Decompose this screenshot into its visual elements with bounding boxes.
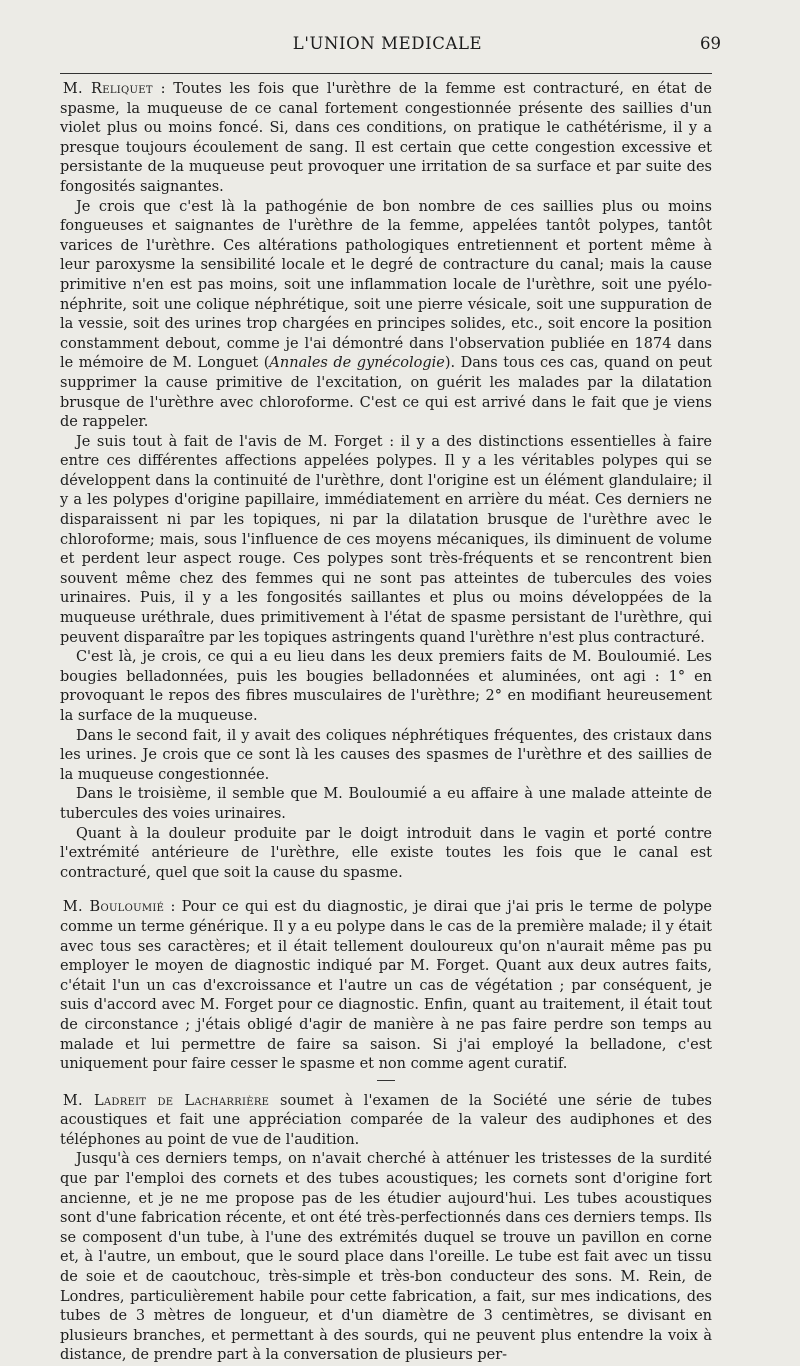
body-text [60, 80, 712, 1366]
running-title: L'UNION MEDICALE [292, 34, 483, 53]
paragraph-troisieme: Dans le troisième, il semble que M. Bouloumié a eu affaire à une malade atteinte de tubercules des voies urinaires. [60, 786, 712, 822]
page-number: 69 [700, 34, 721, 53]
speaker-name: M. Ladreit de Lacharrière [62, 1092, 270, 1109]
paragraph-second-fait: Dans le second fait, il y avait des coliques néphrétiques fréquentes, des cristaux dans les urines. Je crois que ce sont là les causes des spasmes de l'urèthre et des saillies de la muqueuse congestionnée. [60, 727, 712, 783]
paragraph-text: : Toutes les fois que l'urèthre de la femme est contracturé, en état de spasme, la muqueuse de ce canal fortement congestionnée présente des saillies d'un violet plus ou moins foncé. Si, dans ces conditions, on pratique le cathétérisme, il y a presque toujours écoulement de sang. Il est certain que cette congestion excessive et persistante de la muqueuse peut provoquer une irritation de sa surface et par suite des fongosités saignantes. [60, 81, 712, 195]
section-separator [377, 1080, 395, 1081]
paragraph-polypes: Je suis tout à fait de l'avis de M. Forget : il y a des distinctions essentielles à faire entre ces différentes affections appelées polypes. Il y a les véritables polypes qui se développent dans la continuité de l'urèthre, dont l'origine est un élément glandulaire; il y a les polypes d'origine papillaire, immédiatement en arrière du méat. Ces derniers ne disparaissent ni par les topiques, ni par la dilatation brusque de l'urèthre avec le chloroforme; mais, sous l'influence de ces moyens mécaniques, ils diminuent de volume et perdent leur aspect rouge. Ces polypes sont très-fréquents et se rencontrent bien souvent même chez des femmes qui ne sont pas atteintes de tubercules des voies urinaires. Puis, il y a les fongosités saillantes et plus ou moins développées de la muqueuse uréthrale, dues primitivement à l'état de spasme persistant de l'urèthre, qui peuvent disparaître par les topiques astringents quand l'urèthre n'est plus contracturé. [60, 433, 712, 646]
page-header [60, 34, 721, 58]
paragraph-text: soumet à l'examen de la Société une série de tubes acoustiques et fait une appréciation comparée de la valeur des audiphones et des téléphones au point de vue de l'audition. [60, 1092, 712, 1148]
paragraph-pathogenie [60, 198, 712, 433]
paragraph-text: Je crois que c'est là la pathogénie de bon nombre de ces saillies plus ou moins fongueuses et saignantes de l'urèthre de la femme, appelées tantôt polypes, tantôt varices de l'urèthre. Ces altérations pathologiques entretiennent et portent même à leur paroxysme la sensibilité locale et le degré de contracture du canal; mais la cause primitive n'en est pas moins, soit une inflammation locale de l'urèthre, soit une pyélo-néphrite, soit une colique néphrétique, soit une pierre vésicale, soit une suppuration de la vessie, soit des urines trop chargées en principes solides, etc., soit encore la position constamment debout, comme je l'ai démontré dans l'observation publiée en 1874 dans le mémoire de M. Longuet ( [60, 198, 712, 372]
paragraph-premiers-faits: C'est là, je crois, ce qui a eu lieu dans les deux premiers faits de M. Bouloumié. Les bougies belladonnées, puis les bougies belladonnées et aluminées, ont agi : 1° en provoquant le repos des fibres musculaires de l'urèthre; 2° en modifiant heureusement la surface de la muqueuse. [60, 649, 712, 724]
paragraph-ladreit [60, 1092, 712, 1151]
paragraph-douleur: Quant à la douleur produite par le doigt introduit dans le vagin et porté contre l'extrémité antérieure de l'urèthre, elle existe toutes les fois que le canal est contracturé, quel que soit la cause du spasme. [60, 825, 712, 881]
speaker-name: M. Bouloumié [62, 899, 165, 916]
paragraph-gap [60, 883, 712, 898]
paragraph-tubes-acoustiques: Jusqu'à ces derniers temps, on n'avait cherché à atténuer les tristesses de la surdité que par l'emploi des cornets et des tubes acoustiques; les cornets sont d'origine fort ancienne, et je ne me propose pas de les étudier aujourd'hui. Les tubes acoustiques sont d'une fabrication récente, et ont été très-perfectionnés dans ces derniers temps. Ils se composent d'un tube, à l'une des extrémités duquel se trouve un pavillon en corne et, à l'autre, un embout, que le sourd place dans l'oreille. Le tube est fait avec un tissu de soie et de caoutchouc, très-simple et très-bon conducteur des sons. M. Rein, de Londres, particulièrement habile pour cette fabrication, a fait, sur mes indications, des tubes de 3 mètres de longueur, et d'un diamètre de 3 centimètres, se divisant en plusieurs branches, et permettant à des sourds, qui ne peuvent plus entendre la voix à distance, de prendre part à la conversation de plusieurs per- [60, 1151, 712, 1364]
paragraph-text: : Pour ce qui est du diagnostic, je dirai que j'ai pris le terme de polype comme un terme générique. Il y a eu polype dans le cas de la première malade; il y était avec tous ses caractères; et il était tellement douloureux qu'on n'aurait même pas pu employer le moyen de diagnostic indiqué par M. Forget. Quant aux deux autres faits, c'était l'un un cas d'excroissance et l'autre un cas de végétation ; par conséquent, je suis d'accord avec M. Forget pour ce diagnostic. Enfin, quant au traitement, il était tout de circonstance ; j'étais obligé d'agir de manière à ne pas faire perdre son temps au malade et lui permettre de faire sa saison. Si j'ai employé la belladone, c'est uniquement pour faire cesser le spasme et non comme agent curatif. [60, 899, 713, 1073]
paragraph-bouloumie [60, 898, 712, 1074]
speaker-name: M. Reliquet [62, 81, 153, 97]
paragraph-text: ). Dans tous ces cas, quand on peut supprimer la cause primitive de l'excitation, on guérit les malades par la dilatation brusque de l'urèthre avec chloroforme. C'est ce qui est arrivé dans le fait que je viens de rappeler. [60, 355, 713, 431]
journal-citation: Annales de gynécologie [269, 355, 445, 372]
paragraph-reliquet [60, 80, 712, 198]
header-rule [60, 73, 712, 74]
